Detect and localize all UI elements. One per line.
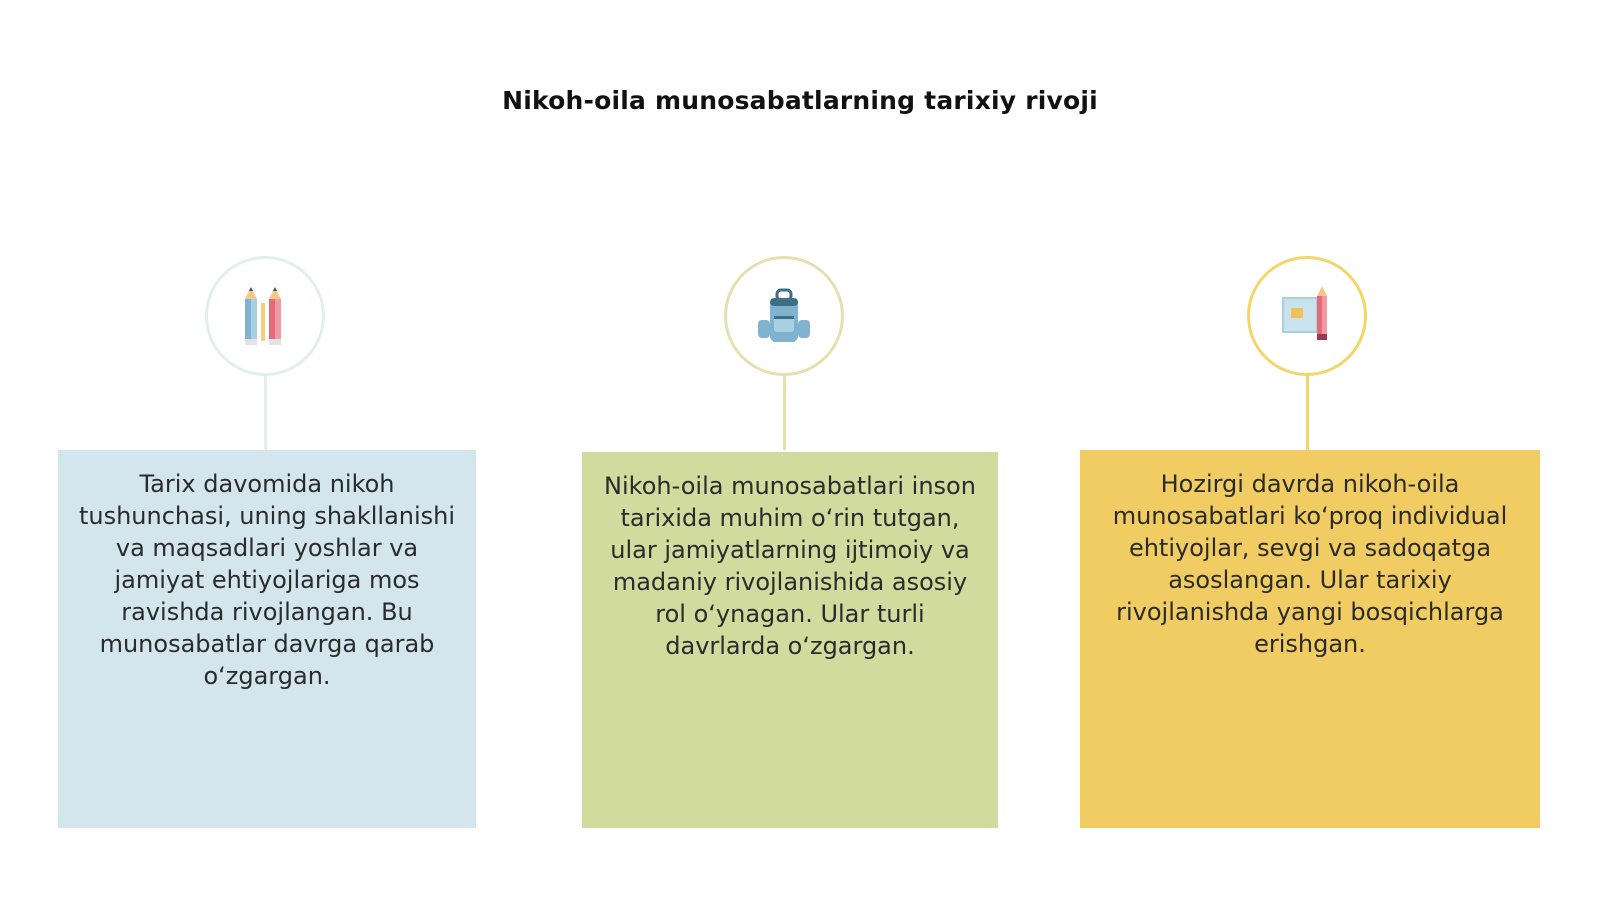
- page-title: Nikoh-oila munosabatlarning tarixiy rivoji: [502, 86, 1098, 115]
- backpack-icon: [754, 286, 814, 346]
- pencils-icon: [239, 285, 291, 347]
- icon-circle-3: [1247, 256, 1367, 376]
- connector-line-2: [783, 376, 786, 450]
- info-box-2: [582, 452, 998, 828]
- info-box-text-3: Hozirgi davrda nikoh-oila munosabatlari ko‘proq individual ehtiyojlar, sevgi va sadoqatga asoslangan. Ular tarixiy rivojlanishda yangi bosqichlarga erishgan.: [1112, 470, 1508, 658]
- icon-circle-2: [724, 256, 844, 376]
- connector-line-1: [264, 376, 267, 450]
- drawing-board-icon: [1277, 286, 1337, 346]
- info-box-3: [1080, 450, 1540, 828]
- icon-circle-1: [205, 256, 325, 376]
- connector-line-3: [1306, 376, 1309, 450]
- info-box-text-1: Tarix davomida nikoh tushunchasi, uning shakllanishi va maqsadlari yoshlar va jamiyat ehtiyojlariga mos ravishda rivojlangan. Bu munosabatlar davrga qarab o‘zgargan.: [78, 470, 456, 690]
- info-box-1: [58, 450, 476, 828]
- info-box-text-2: Nikoh-oila munosabatlari inson tarixida muhim o‘rin tutgan, ular jamiyatlarning ijtimoiy va madaniy rivojlanishida asosiy rol o‘ynagan. Ular turli davrlarda o‘zgargan.: [604, 472, 976, 660]
